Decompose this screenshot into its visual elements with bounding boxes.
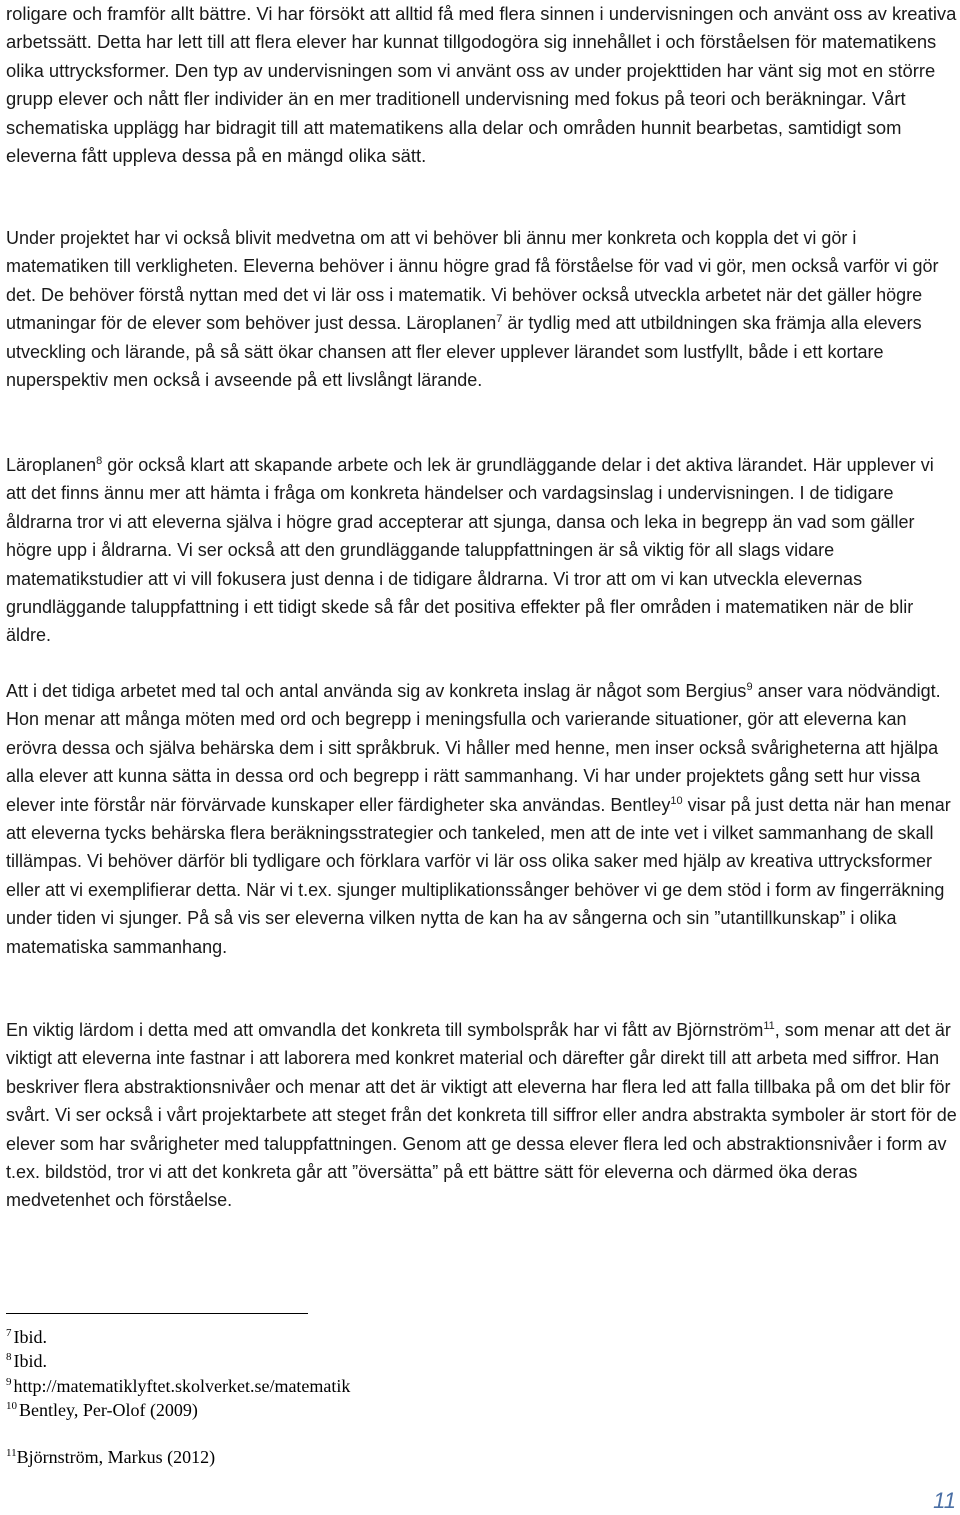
footnote-number: 11 [6, 1447, 17, 1459]
footnote-number: 9 [6, 1376, 12, 1388]
footnote-separator [6, 1313, 308, 1314]
paragraph-5-text-a: En viktig lärdom i detta med att omvandla det konkreta till symbolspråk har vi fått av Björnström [6, 1020, 764, 1040]
footnote-8 [6, 1351, 47, 1372]
paragraph-4-text-a: Att i det tidiga arbetet med tal och antal använda sig av konkreta inslag är något som Bergius [6, 681, 747, 701]
paragraph-2 [6, 224, 958, 394]
footnote-text: Bentley, Per-Olof (2009) [19, 1400, 198, 1420]
paragraph-5-text-b: , som menar att det är viktigt att eleverna inte fastnar i att laborera med konkret material och därefter går direkt till att arbeta med siffror. Han beskriver flera abstraktionsnivåer och menar att det är viktigt att eleverna har flera led att falla tillbaka på om det blir för svårt. Vi ser också i vårt projektarbete att steget från det konkreta till siffror eller andra abstrakta symboler är stort för de elever som har svårigheter med taluppfattningen. Genom att ge dessa elever flera led och abstraktionsnivåer i form av t.ex. bildstöd, tror vi att det konkreta går att ”översätta” på ett bättre sätt för eleverna och därmed öka deras medvetenhet och förståelse. [6, 1020, 957, 1211]
footnote-10 [6, 1400, 198, 1421]
footnote-number: 10 [6, 1400, 17, 1412]
paragraph-4-text-b: anser vara nödvändigt. Hon menar att många möten med ord och begrepp i meningsfulla och varierande situationer, gör att eleverna kan erövra dessa och själva behärska dem i sitt språkbruk. Vi håller med henne, men inser också svårigheterna att hjälpa alla elever att kunna sätta in dessa ord och begrepp i rätt sammanhang. Vi har under projektets gång sett hur vissa elever inte förstår när förvärvade kunskaper eller färdigheter ska användas. Bentley [6, 681, 941, 815]
footnote-ref-11[interactable]: 11 [763, 1020, 775, 1032]
footnote-text: Björnström, Markus (2012) [16, 1447, 216, 1467]
footnote-text: Ibid. [13, 1327, 47, 1347]
paragraph-5 [6, 1016, 958, 1215]
footnote-ref-8[interactable]: 8 [96, 455, 103, 467]
paragraph-4 [6, 677, 958, 961]
footnote-11 [6, 1447, 215, 1468]
footnote-number: 7 [6, 1327, 12, 1339]
paragraph-1 [6, 0, 958, 170]
paragraph-4-text-c: visar på just detta när han menar att eleverna tycks behärska flera beräkningsstrategier och tankeled, men att de inte vet i vilket sammanhang de skall tillämpas. Vi behöver därför bli tydligare och förklara varför vi lär oss olika saker med hjälp av kreativa uttrycksformer eller att vi exemplifierar detta. När vi t.ex. sjunger multiplikationssånger behöver vi ge dem stöd i form av fingerräkning under tiden vi sjunger. På så vis ser eleverna vilken nytta de kan ha av sångerna och sin ”utantillkunskap” i olika matematiska sammanhang. [6, 794, 951, 957]
footnote-7 [6, 1327, 47, 1348]
paragraph-2-text-a: Under projektet har vi också blivit medvetna om att vi behöver bli ännu mer konkreta och koppla det vi gör i matematiken till verkligheten. Eleverna behöver i ännu högre grad få förståelse för vad vi gör, men också varför vi gör det. De behöver förstå nyttan med det vi lär oss i matematik. Vi behöver också utveckla arbetet när det gäller högre utmaningar för de elever som behöver just dessa. Läroplanen [6, 228, 939, 334]
paragraph-3-text-a: Läroplanen [6, 455, 97, 475]
footnote-9 [6, 1376, 350, 1397]
footnote-number: 8 [6, 1351, 12, 1363]
footnote-text: Ibid. [13, 1351, 47, 1371]
footnote-ref-9[interactable]: 9 [746, 681, 753, 693]
page-number: 11 [933, 1488, 956, 1513]
paragraph-3 [6, 451, 958, 650]
footnote-link[interactable]: http://matematiklyftet.skolverket.se/matematik [13, 1376, 351, 1396]
paragraph-1-text: roligare och framför allt bättre. Vi har försökt att alltid få med flera sinnen i undervisningen och använt oss av kreativa arbetssätt. Detta har lett till att flera elever har kunnat tillgodogöra sig innehållet i och förståelsen för matematikens olika uttrycksformer. Den typ av undervisningen som vi använt oss av under projekttiden har vänt sig mot en större grupp elever och nått fler individer än en mer traditionell undervisning med fokus på teori och beräkningar. Vårt schematiska upplägg har bidragit till att matematikens alla delar och områden hunnit bearbetas, samtidigt som eleverna fått uppleva dessa på en mängd olika sätt. [6, 3, 957, 167]
footnote-ref-10[interactable]: 10 [670, 794, 683, 807]
paragraph-3-text-b: gör också klart att skapande arbete och lek är grundläggande delar i det aktiva lärandet. Här upplever vi att det finns ännu mer att hämta i fråga om konkreta händelser och vardagsinslag i undervisningen. I de tidigare åldrarna tror vi att eleverna själva i högre grad accepterar att sjunga, dansa och leka in begrepp än vad som gäller högre upp i åldrarna. Vi ser också att den grundläggande taluppfattningen är så viktig för all slags vidare matematikstudier att vi vill fokusera just denna i de tidigare åldrarna. Vi tror att om vi kan utveckla elevernas grundläggande taluppfattning i ett tidigt skede så får det positiva effekter på fler områden i matematiken när de blir äldre. [6, 455, 934, 646]
paragraph-2-text-b: är tydlig med att utbildningen ska främja alla elevers utveckling och lärande, på så sätt ökar chansen att fler elever upplever lärandet som lustfyllt, både i ett kortare nuperspektiv men också i avseende på ett livslångt lärande. [6, 313, 922, 391]
footnote-ref-7[interactable]: 7 [496, 313, 503, 326]
